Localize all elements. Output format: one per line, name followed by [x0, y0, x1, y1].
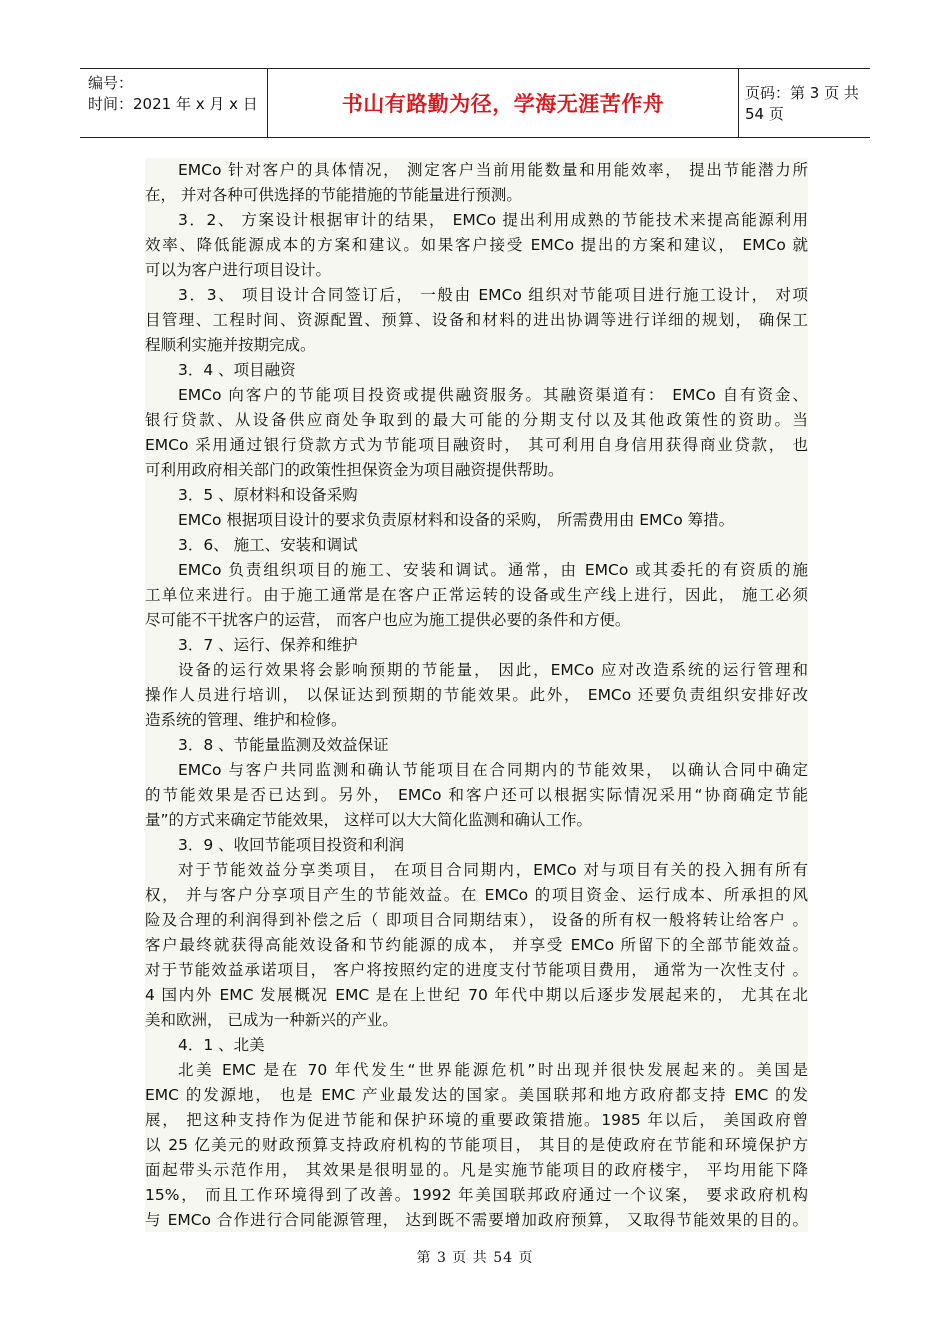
- text-line: 可以为客户进行项目设计。: [145, 261, 332, 279]
- text-line: 在， 并对各种可供选择的节能措施的节能量进行预测。: [145, 186, 522, 204]
- text-line: EMCo 与客户共同监测和确认节能项目在合同期内的节能效果， 以确认合同中确定: [178, 761, 808, 779]
- text-line: 设备的运行效果将会影响预期的节能量， 因此，EMCo 应对改造系统的运行管理和: [178, 661, 808, 679]
- text-line: 可利用政府相关部门的政策性担保资金为项目融资提供帮助。: [145, 461, 564, 479]
- text-line: 展， 把这种支持作为促进节能和保护环境的重要政策措施。1985 年以后， 美国政府曾: [145, 1111, 808, 1129]
- text-line: 4 国内外 EMC 发展概况 EMC 是在上世纪 70 年代中期以后逐步发展起来的， 尤其在北: [145, 986, 808, 1004]
- document-date-label: 时间：2021 年 x 月 x 日: [88, 95, 258, 113]
- text-line: 以 25 亿美元的财政预算支持政府机构的节能项目， 其目的是使政府在节能和环境保护方: [145, 1136, 808, 1154]
- text-line: 15%， 而且工作环境得到了改善。1992 年美国联邦政府通过一个议案， 要求政府机构: [145, 1186, 808, 1204]
- header-meta: [88, 73, 258, 115]
- section-heading: 3．8 、节能量监测及效益保证: [178, 736, 389, 754]
- text-line: 银行贷款、从设备供应商处争取到的最大可能的分期支付以及其他政策性的资助。当: [145, 411, 808, 429]
- text-line: EMCo 根据项目设计的要求负责原材料和设备的采购， 所需费用由 EMCo 筹措。: [178, 511, 735, 529]
- page-footer: 第 3 页 共 54 页: [416, 1250, 534, 1266]
- text-line: 对于节能效益承诺项目， 客户将按照约定的进度支付节能项目费用， 通常为一次性支付 。: [145, 961, 808, 979]
- text-line: 造系统的管理、维护和检修。: [145, 711, 347, 729]
- section-heading: 4．1 、北美: [178, 1036, 265, 1054]
- header-motto: 书山有路勤为径，学海无涯苦作舟: [267, 69, 739, 137]
- section-heading: 3．6、 施工、安装和调试: [178, 536, 358, 554]
- text-line: 3．3、 项目设计合同签订后， 一般由 EMCo 组织对节能项目进行施工设计， 对项: [178, 286, 808, 304]
- section-heading: 3．5 、原材料和设备采购: [178, 486, 358, 504]
- text-line: 面起带头示范作用， 其效果是很明显的。凡是实施节能项目的政府楼宇， 平均用能下降: [145, 1161, 808, 1179]
- text-line: 效率、降低能源成本的方案和建议。如果客户接受 EMCo 提出的方案和建议， EMCo 就: [145, 236, 808, 254]
- text-line: 与 EMCo 合作进行合同能源管理， 达到既不需要增加政府预算， 又取得节能效果的目的。: [145, 1211, 808, 1229]
- text-line: EMCo 向客户的节能项目投资或提供融资服务。其融资渠道有： EMCo 自有资金、: [178, 386, 808, 404]
- text-line: 操作人员进行培训， 以保证达到预期的节能效果。此外， EMCo 还要负责组织安排好改: [145, 686, 808, 704]
- text-line: EMC 的发源地， 也是 EMC 产业最发达的国家。美国联邦和地方政府都支持 EMC 的发: [145, 1086, 808, 1104]
- text-line: EMCo 针对客户的具体情况， 测定客户当前用能数量和用能效率， 提出节能潜力所: [178, 161, 808, 179]
- text-line: 对于节能效益分享类项目， 在项目合同期内，EMCo 对与项目有关的投入拥有所有: [178, 861, 808, 879]
- text-line: 客户最终就获得高能效设备和节约能源的成本， 并享受 EMCo 所留下的全部节能效益。: [145, 936, 808, 954]
- text-line: 目管理、工程时间、资源配置、预算、设备和材料的进出协调等进行详细的规划， 确保工: [145, 311, 808, 329]
- text-line: 3．2、 方案设计根据审计的结果， EMCo 提出利用成熟的节能技术来提高能源利用: [178, 211, 808, 229]
- text-line: 险及合理的利润得到补偿之后（ 即项目合同期结束）， 设备的所有权一般将转让给客户 。: [145, 911, 808, 929]
- header-page-label: 页码：第 3 页 共 54 页: [745, 84, 859, 123]
- text-line: 尽可能不干扰客户的运营， 而客户也应为施工提供必要的条件和方便。: [145, 611, 631, 629]
- text-line: 权， 并与客户分享项目产生的节能效益。在 EMCo 的项目资金、运行成本、所承担的风: [145, 886, 808, 904]
- document-number-label: 编号：: [88, 74, 134, 92]
- text-line: 程顺利实施并按期完成。: [145, 336, 316, 354]
- text-line: EMCo 负责组织项目的施工、安装和调试。通常，由 EMCo 或其委托的有资质的施: [178, 561, 808, 579]
- section-heading: 3．9 、收回节能项目投资和利润: [178, 836, 405, 854]
- text-line: 工单位来进行。由于施工通常是在客户正常运转的设备或生产线上进行，因此， 施工必须: [145, 586, 808, 604]
- text-line: 北美 EMC 是在 70 年代发生“世界能源危机”时出现并很快发展起来的。美国是: [178, 1061, 808, 1079]
- text-line: 美和欧洲， 已成为一种新兴的产业。: [145, 1011, 398, 1029]
- page-header: [80, 68, 870, 138]
- text-line: 量”的方式来确定节能效果， 这样可以大大简化监测和确认工作。: [145, 811, 592, 829]
- section-heading: 3．4 、项目融资: [178, 361, 296, 379]
- section-heading: 3．7 、运行、保养和维护: [178, 636, 358, 654]
- text-line: 的节能效果是否已达到。另外， EMCo 和客户还可以根据实际情况采用“协商确定节能: [145, 786, 808, 804]
- text-line: EMCo 采用通过银行贷款方式为节能项目融资时， 其可利用自身信用获得商业贷款， 也: [145, 436, 808, 454]
